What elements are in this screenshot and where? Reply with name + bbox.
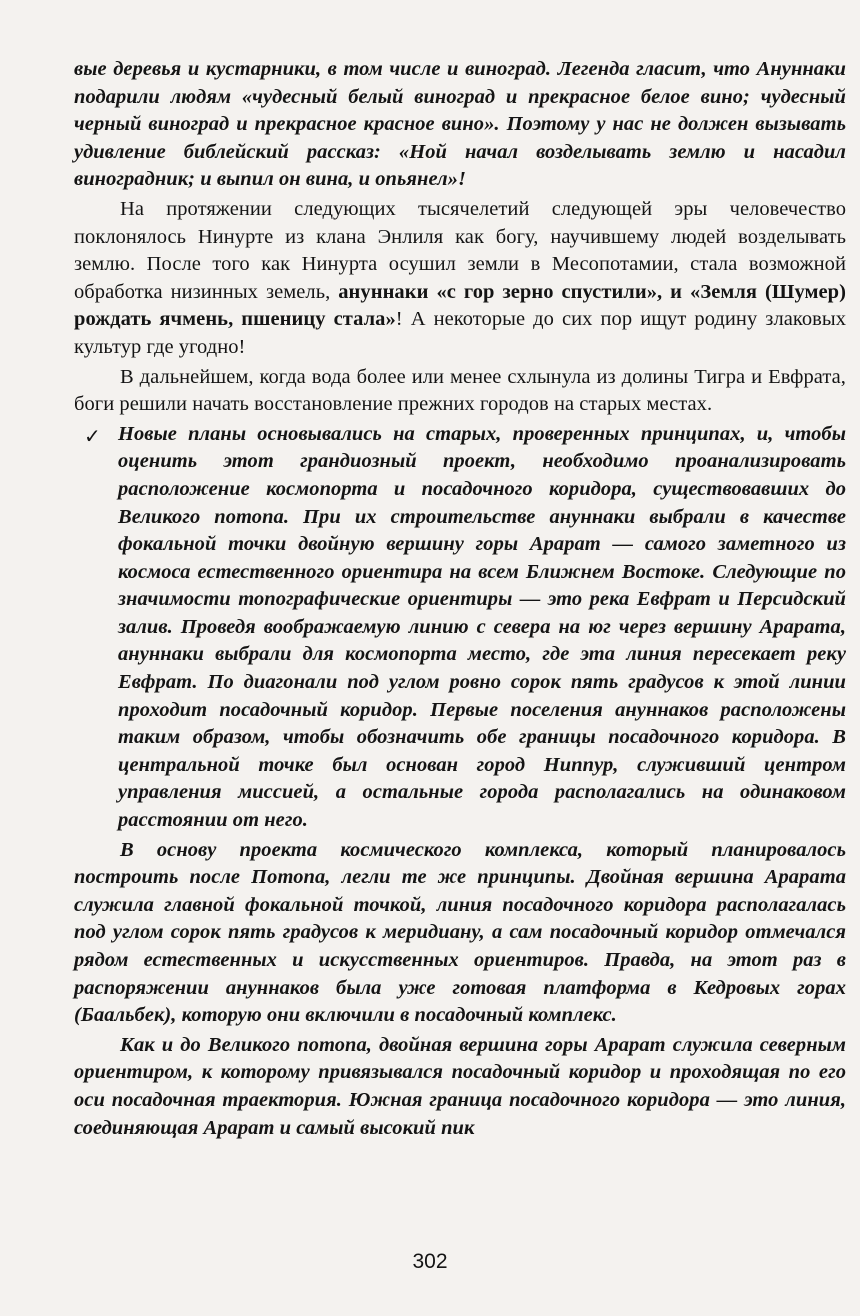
page-number: 302	[412, 1250, 448, 1273]
paragraph-6: Как и до Великого потопа, двойная вершина горы Арарат служила северным ориентиром, к которому привязывался посадочный коридор и проходящая по его оси посадочная траектория. Южная граница посадочного коридора — это линия, соединяющая Арарат и самый высокий пик	[74, 1033, 846, 1139]
paragraph-2-part-3: ! А некоторые до сих пор ищут родину злаковых культур где угодно!	[74, 308, 847, 358]
paragraph-2-part-1: На протяжении следующих тысячелетий следующей эры человечество поклонялось Нинурте из клана Энлиля как богу, научившему людей возделывать землю. После того как Нинурта осушил земли в Месопотамии, стала возможной обработка низинных земель,	[74, 197, 846, 303]
paragraph-2-bold-quote: ануннаки «с гор зерно спустили», и «Земля (Шумер) рождать ячмень, пшеницу стала»	[74, 280, 846, 331]
check-mark-icon: ✓	[84, 423, 101, 448]
paragraph-1: вые деревья и кустарники, в том числе и виноград. Легенда гласит, что Ануннаки подарили людям «чудесный белый виноград и прекрасное белое вино; чудесный черный виноград и прекрасное красное вино». Поэтому у нас не должен вызывать удивление библейский рассказ: «Ной начал возделывать землю и насадил виноградник; и выпил он вина, и опьянел»!	[74, 58, 846, 191]
page-text	[74, 56, 846, 1142]
paragraph-4-text: Новые планы основывались на старых, проверенных принципах, и, чтобы оценить этот грандиозный проект, необходимо проанализировать расположение космопорта и посадочного коридора, существовавших до Великого потопа. При их строительстве ануннаки выбрали в качестве фокальной точки двойную вершину горы Арарат — самого заметного из космоса естественного ориентира на всем Ближнем Востоке. Следующие по значимости топографические ориентиры — это река Евфрат и Персидский залив. Проведя воображаемую линию с севера на юг через вершину Арарата, ануннаки выбрали для космопорта место, где эта линия пересекает реку Евфрат. По диагонали под углом ровно сорок пять градусов к этой линии проходит посадочный коридор. Первые поселения ануннаков расположены таким образом, чтобы обозначить обе границы посадочного коридора. В центральной точке был основан город Ниппур, служивший центром управления миссией, а остальные города располагались на одинаковом расстоянии от него.	[118, 422, 846, 832]
paragraph-4	[74, 421, 846, 835]
paragraph-5: В основу проекта космического комплекса, который планировалось построить после Потопа, легли те же принципы. Двойная вершина Арарата служила главной фокальной точкой, линия посадочного коридора располагалась под углом сорок пять градусов к меридиану, а сам посадочный коридор отмечался рядом естественных и искусственных ориентиров. Правда, на этот раз в распоряжении ануннаков была уже готовая платформа в Кедровых горах (Баальбек), которую они включили в посадочный комплекс.	[74, 838, 846, 1027]
paragraph-2	[74, 196, 846, 362]
paragraph-3: В дальнейшем, когда вода более или менее схлынула из долины Тигра и Евфрата, боги решили начать восстановление прежних городов на старых местах.	[74, 365, 846, 416]
